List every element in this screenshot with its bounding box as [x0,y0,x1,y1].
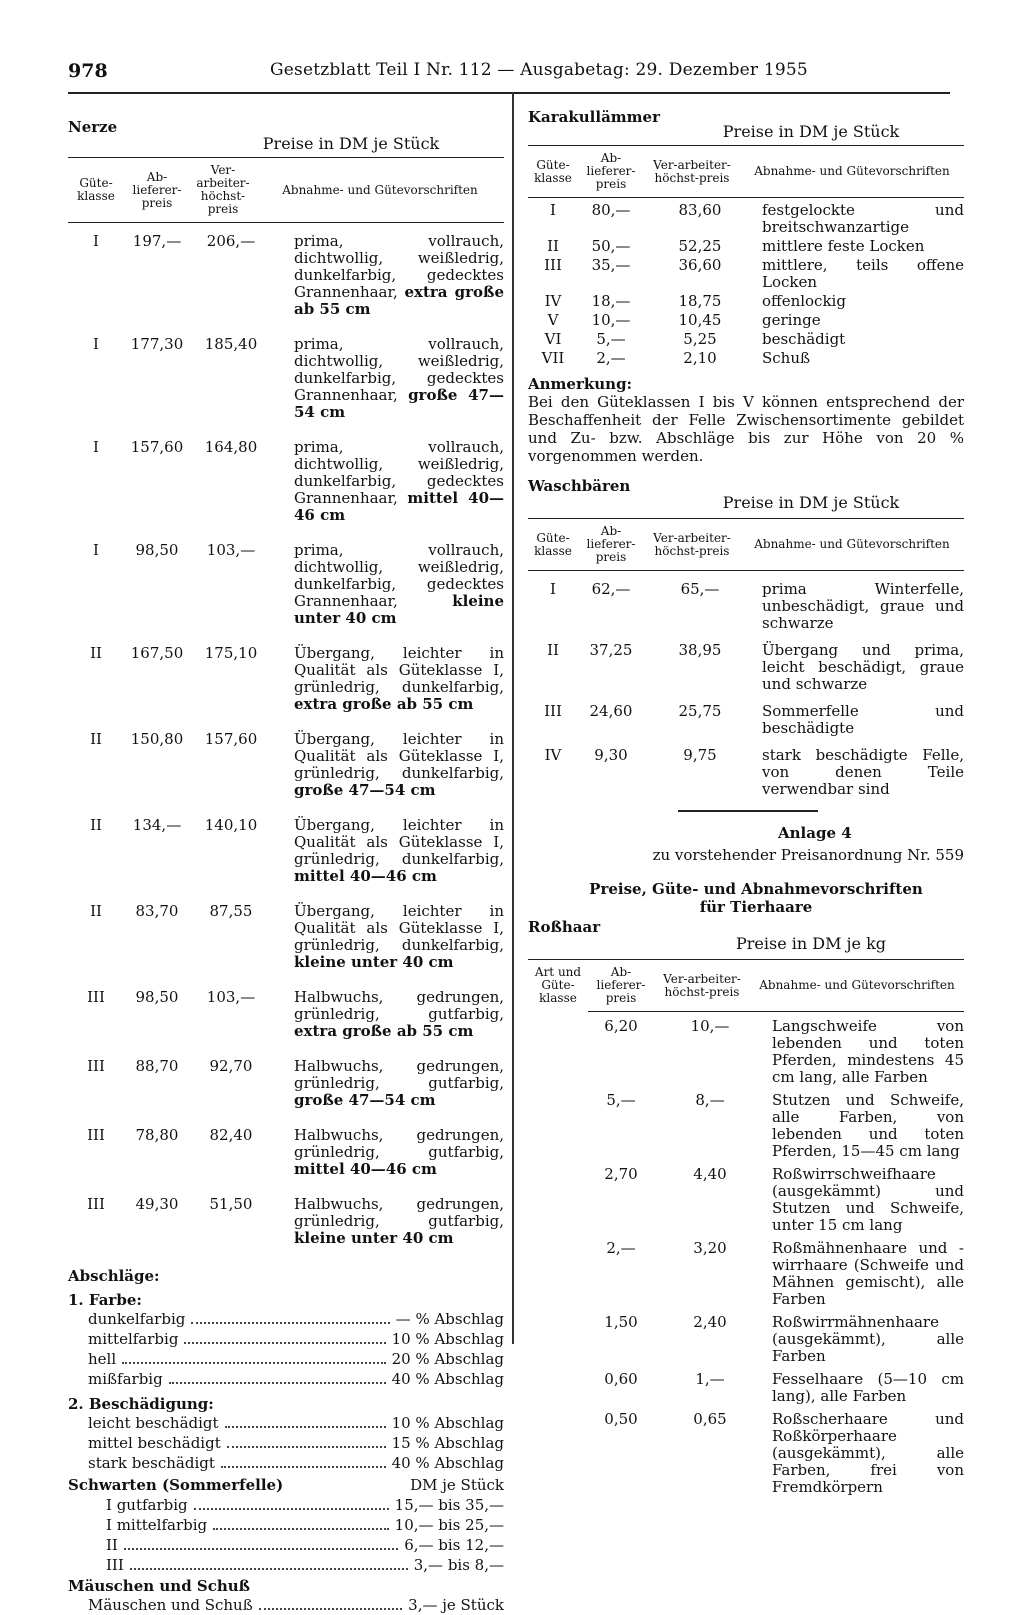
abliefer-cell: 150,80 [130,730,184,748]
abliefer-cell: 98,50 [135,988,179,1006]
item-label: I mittelfarbig [106,1516,208,1534]
klasse-cell: I [93,232,99,250]
description-cell: geringe [762,311,821,329]
verarbeiter-cell: 4,40 [693,1165,727,1183]
abliefer-cell: 134,— [132,816,182,834]
description-size: extra große ab 55 cm [294,1022,474,1040]
table-row [528,202,964,236]
rosshaar-rule-mid [588,1011,964,1012]
abliefer-cell: 78,80 [135,1126,179,1144]
leader-dots [124,1535,398,1550]
table-row [68,1127,504,1178]
maeuschen-line [88,1595,504,1615]
verarbeiter-cell: 185,40 [204,335,258,353]
besch-title: 2. Beschädigung: [68,1395,214,1413]
item-label: II [106,1536,118,1554]
item-value: 6,— bis 12,— [404,1536,504,1554]
art-cell [528,1166,588,1234]
list-item [106,1515,504,1535]
abliefer-cell: 6,20 [604,1017,638,1035]
table-row [68,989,504,1040]
description-cell: prima Winterfelle, unbeschädigt, graue und schwarze [762,580,964,632]
col-klasse: Güte-klasse [534,157,572,185]
verarbeiter-cell: 103,— [206,541,256,559]
abliefer-cell: 80,— [591,201,631,219]
art-cell [528,1092,588,1160]
list-item [88,1329,504,1349]
table-row [528,642,964,693]
art-cell [528,1240,588,1308]
anlage-title: Anlage 4 [778,824,852,842]
description-size: große 47—54 cm [294,781,436,799]
col-verarbeiter: Ver-arbeiter-höchst-preis [653,530,731,558]
abliefer-cell: 167,50 [130,644,184,662]
list-item [106,1495,504,1515]
list-item [88,1349,504,1369]
description-size: mittel 40—46 cm [294,1160,437,1178]
klasse-cell: VII [541,349,565,367]
description-cell: offenlockig [762,292,846,310]
abliefer-cell: 157,60 [130,438,184,456]
list-item [88,1453,504,1473]
description-cell: Langschweife von lebenden und toten Pferden, mindestens 45 cm lang, alle Farben [772,1017,964,1086]
description-size: große 47—54 cm [294,386,504,421]
description-size: extra große ab 55 cm [294,283,504,318]
description-cell [294,439,504,524]
table-row [528,703,964,737]
table-row [68,233,504,318]
description-size: kleine unter 40 cm [294,953,454,971]
description-text: prima, vollrauch, dichtwollig, weißledrig, dunkelfarbig, gedecktes Grannenhaar, [294,232,504,301]
description-cell [294,336,504,421]
abliefer-cell: 50,— [591,237,631,255]
leader-dots [221,1453,386,1468]
description-cell [294,542,504,627]
leader-dots [130,1555,408,1570]
table-row [68,903,504,971]
verarbeiter-cell: 82,40 [209,1126,253,1144]
leader-dots [225,1413,386,1428]
waschbaeren-rule-mid [528,570,964,571]
description-cell: Roßscherhaare und Roßkörperhaare (ausgekämmt), alle Farben, frei von Fremdkörpern [772,1410,964,1496]
left-column [68,118,504,1615]
note-title: Anmerkung: [528,375,633,393]
item-value: 10,— bis 25,— [394,1516,504,1534]
verarbeiter-cell: 175,10 [204,644,258,662]
verarbeiter-cell: 103,— [206,988,256,1006]
page-header [68,58,950,94]
table-row [528,581,964,632]
art-cell [528,1411,588,1496]
verarbeiter-cell: 10,45 [678,311,722,329]
table-row [68,645,504,713]
schwarten-title: Schwarten (Sommerfelle) [68,1476,284,1494]
description-cell: Schuß [762,349,811,367]
verarbeiter-cell: 92,70 [209,1057,253,1075]
leader-dots [184,1329,385,1344]
nerze-rule-mid [68,222,504,223]
abliefer-cell: 83,70 [135,902,179,920]
item-label: stark beschädigt [88,1454,215,1472]
item-value: 40 % Abschlag [391,1454,504,1472]
klasse-cell: I [93,438,99,456]
table-row [528,747,964,798]
rosshaar-table-header [528,960,964,1011]
list-item [106,1555,504,1575]
table-row [68,817,504,885]
abliefer-cell: 0,60 [604,1370,638,1388]
description-cell [294,731,504,799]
besch-list [88,1413,504,1473]
description-text: Halbwuchs, gedrungen, grünledrig, gutfarbig, [294,1126,504,1161]
klasse-cell: V [547,311,559,329]
leader-dots [191,1309,389,1324]
art-cell [528,1371,588,1405]
right-column [528,108,964,1502]
verarbeiter-cell: 164,80 [204,438,258,456]
table-row [528,1166,964,1234]
karakul-table-header [528,146,964,197]
klasse-cell: II [90,902,102,920]
klasse-cell: III [87,1195,105,1213]
item-value: 20 % Abschlag [391,1350,504,1368]
description-cell [294,645,504,713]
abliefer-cell: 1,50 [604,1313,638,1331]
verarbeiter-cell: 5,25 [683,330,717,348]
item-value: 3,— bis 8,— [413,1556,504,1574]
verarbeiter-cell: 2,10 [683,349,717,367]
abliefer-cell: 2,— [606,1239,636,1257]
item-value: 10 % Abschlag [391,1414,504,1432]
table-row [528,331,964,348]
col-verarbeiter: Ver-arbeiter-höchst-preis [663,971,741,999]
verarbeiter-cell: 38,95 [678,641,722,659]
description-cell: Sommerfelle und beschädigte [762,702,964,737]
verarbeiter-cell: 65,— [680,580,720,598]
klasse-cell: I [93,541,99,559]
klasse-cell: II [90,644,102,662]
maeuschen-value: 3,— je Stück [408,1596,504,1614]
description-size: mittel 40—46 cm [294,489,504,524]
col-abliefer: Ab-lieferer-preis [132,169,182,210]
nerze-table-header [68,158,504,222]
table-row [528,1314,964,1365]
description-cell: Roßwirrmähnenhaare (ausgekämmt), alle Farben [772,1313,964,1365]
art-cell [528,1018,588,1086]
col-verarbeiter: Ver-arbeiter-höchst-preis [653,157,731,185]
description-size: kleine unter 40 cm [294,592,504,627]
description-cell: Roßmähnenhaare und -wirrhaare (Schweife und Mähnen gemischt), alle Farben [772,1239,964,1308]
description-cell: Roßwirrschweifhaare (ausgekämmt) und Stutzen und Schweife, unter 15 cm lang [772,1165,964,1234]
verarbeiter-cell: 25,75 [678,702,722,720]
klasse-cell: VI [544,330,562,348]
abliefer-cell: 177,30 [130,335,184,353]
verarbeiter-cell: 83,60 [678,201,722,219]
page-number: 978 [68,60,108,82]
col-abnahme: Abnahme- und Gütevorschriften [759,978,955,992]
table-row [528,350,964,367]
karakul-note [528,375,964,465]
maeuschen-label: Mäuschen und Schuß [88,1596,253,1614]
klasse-cell: II [90,816,102,834]
description-cell: stark beschädigte Felle, von denen Teile verwendbar sind [762,746,964,798]
leader-dots [194,1495,389,1510]
item-label: I gutfarbig [106,1496,188,1514]
karakul-price-caption: Preise in DM je Stück [722,122,900,141]
col-abliefer: Ab-lieferer-preis [596,965,646,1005]
abliefer-cell: 2,— [596,349,626,367]
klasse-cell: III [544,256,562,274]
verarbeiter-cell: 87,55 [209,902,253,920]
abschlaege-section [68,1267,504,1615]
klasse-cell: I [550,580,556,598]
item-value: — % Abschlag [395,1310,504,1328]
klasse-cell: IV [544,746,562,764]
verarbeiter-cell: 0,65 [693,1410,727,1428]
maeuschen-title: Mäuschen und Schuß [68,1577,251,1595]
item-label: mittel beschädigt [88,1434,221,1452]
verarbeiter-cell: 51,50 [209,1195,253,1213]
abliefer-cell: 197,— [132,232,182,250]
klasse-cell: III [544,702,562,720]
anlage-subtitle: zu vorstehender Preisanordnung Nr. 559 [652,846,964,864]
klasse-cell: I [93,335,99,353]
abliefer-cell: 18,— [591,292,631,310]
verarbeiter-cell: 52,25 [678,237,722,255]
item-label: hell [88,1350,117,1368]
table-row [68,336,504,421]
table-row [528,1018,964,1086]
nerze-title: Nerze [68,118,118,136]
description-cell: beschädigt [762,330,846,348]
list-item [88,1433,504,1453]
rosshaar-price-caption: Preise in DM je kg [735,934,887,953]
abliefer-cell: 0,50 [604,1410,638,1428]
list-item [88,1369,504,1389]
schwarten-header [68,1475,504,1495]
table-row [68,731,504,799]
description-cell [294,1058,504,1109]
item-label: mittelfarbig [88,1330,179,1348]
leader-dots [213,1515,389,1530]
description-cell [294,1196,504,1247]
verarbeiter-cell: 140,10 [204,816,258,834]
klasse-cell: III [87,988,105,1006]
description-text: prima, vollrauch, dichtwollig, weißledrig, dunkelfarbig, gedecktes Grannenhaar, [294,335,504,404]
schwarten-list [106,1495,504,1575]
karakul-title: Karakullämmer [528,108,660,126]
description-text: Halbwuchs, gedrungen, grünledrig, gutfarbig, [294,1057,504,1092]
description-cell [294,903,504,971]
col-abnahme: Abnahme- und Gütevorschriften [754,164,950,178]
description-cell: festgelockte und breitschwanzartige [762,201,964,236]
table-row [528,1371,964,1405]
karakul-rule-mid [528,197,964,198]
description-cell [294,1127,504,1178]
description-cell [294,989,504,1040]
item-value: 15 % Abschlag [391,1434,504,1452]
col-klasse: Güte-klasse [77,176,115,203]
klasse-cell: III [87,1126,105,1144]
table-row [68,1058,504,1109]
table-row [528,312,964,329]
description-cell [294,233,504,318]
list-item [106,1535,504,1555]
karakul-table-body [528,202,964,367]
item-value: 15,— bis 35,— [394,1496,504,1514]
item-label: dunkelfarbig [88,1310,186,1328]
abliefer-cell: 49,30 [135,1195,179,1213]
abliefer-cell: 5,— [606,1091,636,1109]
table-row [528,1411,964,1496]
abliefer-cell: 10,— [591,311,631,329]
klasse-cell: II [547,237,559,255]
description-text: Übergang, leichter in Qualität als Güteklasse I, grünledrig, dunkelfarbig, [294,730,504,782]
klasse-cell: II [90,730,102,748]
description-cell: mittlere, teils offene Locken [762,256,964,291]
table-row [528,1092,964,1160]
description-cell: Übergang und prima, leicht beschädigt, graue und schwarze [762,641,964,693]
item-value: 10 % Abschlag [391,1330,504,1348]
col-klasse: Güte-klasse [534,530,572,558]
column-divider [512,92,514,1344]
col-art: Art und Güte-klasse [534,965,582,1005]
verarbeiter-cell: 8,— [695,1091,725,1109]
section-separator [678,810,818,812]
abliefer-cell: 5,— [596,330,626,348]
rosshaar-table-body [528,1018,964,1496]
list-item [88,1309,504,1329]
waschbaeren-title: Waschbären [528,477,631,495]
description-cell: Stutzen und Schweife, alle Farben, von lebenden und toten Pferden, 15—45 cm lang [772,1091,964,1160]
art-cell [528,1314,588,1365]
verarbeiter-cell: 1,— [695,1370,725,1388]
page-title: Gesetzblatt Teil I Nr. 112 — Ausgabetag: 29. Dezember 1955 [270,60,808,80]
table-row [68,542,504,627]
description-text: Halbwuchs, gedrungen, grünledrig, gutfarbig, [294,1195,504,1230]
farbe-list [88,1309,504,1389]
item-value: 40 % Abschlag [391,1370,504,1388]
description-size: mittel 40—46 cm [294,867,437,885]
abliefer-cell: 9,30 [594,746,628,764]
abschlaege-title: Abschläge: [68,1267,160,1285]
klasse-cell: IV [544,292,562,310]
schwarten-unit: DM je Stück [410,1476,504,1494]
table-row [528,238,964,255]
abliefer-cell: 2,70 [604,1165,638,1183]
description-cell [294,817,504,885]
verarbeiter-cell: 36,60 [678,256,722,274]
description-text: Halbwuchs, gedrungen, grünledrig, gutfarbig, [294,988,504,1023]
verarbeiter-cell: 10,— [690,1017,730,1035]
note-text: Bei den Güteklassen I bis V können entsprechend der Beschaffenheit der Felle Zwischensortimente gebildet und Zu- bzw. Abschläge bis zur Höhe von 20 % vorgenommen werden. [528,393,964,465]
verarbeiter-cell: 206,— [206,232,256,250]
klasse-cell: II [547,641,559,659]
verarbeiter-cell: 157,60 [204,730,258,748]
rosshaar-title: Roßhaar [528,918,601,936]
verarbeiter-cell: 9,75 [683,746,717,764]
description-text: prima, vollrauch, dichtwollig, weißledrig, dunkelfarbig, gedecktes Grannenhaar, [294,541,504,610]
description-text: Übergang, leichter in Qualität als Güteklasse I, grünledrig, dunkelfarbig, [294,902,504,954]
abliefer-cell: 62,— [591,580,631,598]
verarbeiter-cell: 3,20 [693,1239,727,1257]
col-abnahme: Abnahme- und Gütevorschriften [754,537,950,551]
abliefer-cell: 98,50 [135,541,179,559]
description-size: kleine unter 40 cm [294,1229,454,1247]
abliefer-cell: 24,60 [589,702,633,720]
description-cell: Fesselhaare (5—10 cm lang), alle Farben [772,1370,964,1405]
item-label: mißfarbig [88,1370,163,1388]
description-text: Übergang, leichter in Qualität als Güteklasse I, grünledrig, dunkelfarbig, [294,644,504,696]
description-size: extra große ab 55 cm [294,695,474,713]
klasse-cell: I [550,201,556,219]
farbe-title: 1. Farbe: [68,1291,142,1309]
table-row [528,257,964,291]
col-verarbeiter: Ver-arbeiter-höchst-preis [196,163,250,216]
col-abliefer: Ab-lieferer-preis [586,524,636,564]
klasse-cell: III [87,1057,105,1075]
leader-dots [122,1349,385,1364]
col-abnahme: Abnahme- und Gütevorschriften [282,182,478,197]
waschbaeren-table-body [528,581,964,798]
table-row [68,439,504,524]
description-text: prima, vollrauch, dichtwollig, weißledrig, dunkelfarbig, gedecktes Grannenhaar, [294,438,504,507]
verarbeiter-cell: 2,40 [693,1313,727,1331]
abliefer-cell: 88,70 [135,1057,179,1075]
waschbaeren-table-header [528,519,964,570]
item-label: leicht beschädigt [88,1414,219,1432]
leader-dots [227,1433,386,1448]
anlage-heading: Preise, Güte- und Abnahmevorschriften für Tierhaare [589,880,923,916]
col-abliefer: Ab-lieferer-preis [586,151,636,191]
item-label: III [106,1556,124,1574]
description-cell: mittlere feste Locken [762,237,925,255]
table-row [68,1196,504,1247]
description-size: große 47—54 cm [294,1091,436,1109]
table-row [528,1240,964,1308]
leader-dots [169,1369,386,1384]
abliefer-cell: 37,25 [589,641,633,659]
nerze-table-body [68,233,504,1247]
abliefer-cell: 35,— [591,256,631,274]
list-item [88,1413,504,1433]
nerze-price-caption: Preise in DM je Stück [262,134,440,153]
verarbeiter-cell: 18,75 [678,292,722,310]
description-text: Übergang, leichter in Qualität als Güteklasse I, grünledrig, dunkelfarbig, [294,816,504,868]
waschbaeren-price-caption: Preise in DM je Stück [722,493,900,512]
table-row [528,293,964,310]
